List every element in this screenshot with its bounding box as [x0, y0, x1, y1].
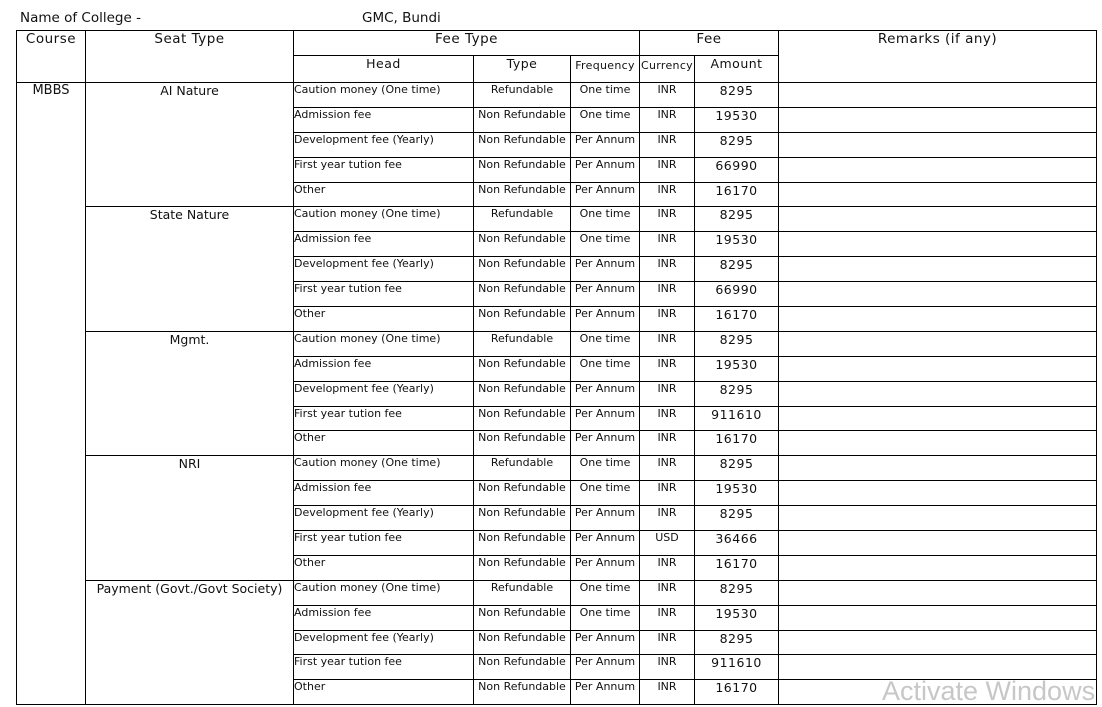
fee-head-cell: Other — [294, 182, 474, 207]
currency-cell: INR — [640, 431, 695, 456]
fee-type-cell: Non Refundable — [474, 630, 571, 655]
remarks-cell — [779, 630, 1097, 655]
remarks-cell — [779, 456, 1097, 481]
fee-type-cell: Refundable — [474, 580, 571, 605]
frequency-cell: Per Annum — [571, 381, 640, 406]
fee-type-cell: Refundable — [474, 456, 571, 481]
college-header — [20, 10, 441, 28]
currency-cell: INR — [640, 356, 695, 381]
currency-cell: INR — [640, 655, 695, 680]
amount-cell: 19530 — [695, 356, 779, 381]
seat-type-cell: AI Nature — [86, 83, 294, 207]
fee-table-body — [17, 83, 1097, 705]
frequency-cell: One time — [571, 456, 640, 481]
remarks-cell — [779, 182, 1097, 207]
amount-cell: 8295 — [695, 207, 779, 232]
amount-cell: 16170 — [695, 182, 779, 207]
remarks-cell — [779, 307, 1097, 332]
frequency-cell: Per Annum — [571, 531, 640, 556]
fee-type-cell: Non Refundable — [474, 481, 571, 506]
column-header-seat-type: Seat Type — [86, 31, 294, 83]
amount-cell: 19530 — [695, 605, 779, 630]
fee-head-cell: Development fee (Yearly) — [294, 506, 474, 531]
amount-cell: 16170 — [695, 431, 779, 456]
fee-head-cell: First year tution fee — [294, 531, 474, 556]
column-header-currency: Currency — [640, 56, 695, 83]
college-label: Name of College - — [20, 10, 141, 26]
table-row — [17, 83, 1097, 108]
table-row — [17, 580, 1097, 605]
currency-cell: INR — [640, 630, 695, 655]
frequency-cell: One time — [571, 107, 640, 132]
fee-head-cell: First year tution fee — [294, 157, 474, 182]
currency-cell: INR — [640, 456, 695, 481]
amount-cell: 911610 — [695, 406, 779, 431]
fee-type-cell: Non Refundable — [474, 107, 571, 132]
amount-cell: 8295 — [695, 381, 779, 406]
frequency-cell: Per Annum — [571, 680, 640, 705]
fee-type-cell: Non Refundable — [474, 182, 571, 207]
frequency-cell: Per Annum — [571, 182, 640, 207]
amount-cell: 8295 — [695, 506, 779, 531]
remarks-cell — [779, 356, 1097, 381]
fee-type-cell: Non Refundable — [474, 605, 571, 630]
fee-head-cell: Admission fee — [294, 107, 474, 132]
remarks-cell — [779, 207, 1097, 232]
frequency-cell: Per Annum — [571, 406, 640, 431]
fee-type-cell: Non Refundable — [474, 531, 571, 556]
amount-cell: 19530 — [695, 232, 779, 257]
fee-head-cell: Caution money (One time) — [294, 456, 474, 481]
fee-type-cell: Non Refundable — [474, 431, 571, 456]
fee-type-cell: Refundable — [474, 207, 571, 232]
column-header-type: Type — [474, 56, 571, 83]
frequency-cell: Per Annum — [571, 282, 640, 307]
amount-cell: 8295 — [695, 132, 779, 157]
remarks-cell — [779, 132, 1097, 157]
currency-cell: INR — [640, 83, 695, 108]
column-header-frequency: Frequency — [571, 56, 640, 83]
currency-cell: INR — [640, 282, 695, 307]
remarks-cell — [779, 381, 1097, 406]
amount-cell: 16170 — [695, 307, 779, 332]
frequency-cell: Per Annum — [571, 630, 640, 655]
activation-watermark: Activate Windows — [882, 676, 1096, 706]
currency-cell: INR — [640, 331, 695, 356]
amount-cell: 66990 — [695, 157, 779, 182]
amount-cell: 911610 — [695, 655, 779, 680]
currency-cell: INR — [640, 257, 695, 282]
amount-cell: 16170 — [695, 680, 779, 705]
fee-head-cell: Admission fee — [294, 356, 474, 381]
remarks-cell — [779, 107, 1097, 132]
remarks-cell — [779, 406, 1097, 431]
table-row — [17, 456, 1097, 481]
fee-type-cell: Non Refundable — [474, 282, 571, 307]
frequency-cell: One time — [571, 207, 640, 232]
fee-type-cell: Non Refundable — [474, 555, 571, 580]
frequency-cell: One time — [571, 356, 640, 381]
fee-type-cell: Non Refundable — [474, 232, 571, 257]
frequency-cell: One time — [571, 580, 640, 605]
frequency-cell: Per Annum — [571, 132, 640, 157]
amount-cell: 19530 — [695, 107, 779, 132]
currency-cell: INR — [640, 680, 695, 705]
fee-head-cell: Admission fee — [294, 232, 474, 257]
frequency-cell: One time — [571, 232, 640, 257]
frequency-cell: Per Annum — [571, 257, 640, 282]
amount-cell: 8295 — [695, 257, 779, 282]
amount-cell: 8295 — [695, 331, 779, 356]
column-header-fee: Fee — [640, 31, 779, 56]
frequency-cell: Per Annum — [571, 431, 640, 456]
remarks-cell — [779, 157, 1097, 182]
fee-head-cell: Caution money (One time) — [294, 83, 474, 108]
amount-cell: 19530 — [695, 481, 779, 506]
fee-type-cell: Non Refundable — [474, 655, 571, 680]
frequency-cell: One time — [571, 481, 640, 506]
remarks-cell — [779, 531, 1097, 556]
remarks-cell — [779, 257, 1097, 282]
amount-cell: 36466 — [695, 531, 779, 556]
college-name: GMC, Bundi — [362, 10, 441, 26]
fee-head-cell: Other — [294, 431, 474, 456]
currency-cell: INR — [640, 580, 695, 605]
column-header-course: Course — [17, 31, 86, 83]
table-row — [17, 331, 1097, 356]
fee-head-cell: Caution money (One time) — [294, 207, 474, 232]
remarks-cell — [779, 605, 1097, 630]
frequency-cell: Per Annum — [571, 307, 640, 332]
fee-table — [16, 30, 1097, 705]
amount-cell: 16170 — [695, 555, 779, 580]
currency-cell: USD — [640, 531, 695, 556]
fee-head-cell: First year tution fee — [294, 406, 474, 431]
frequency-cell: Per Annum — [571, 506, 640, 531]
remarks-cell — [779, 282, 1097, 307]
fee-type-cell: Non Refundable — [474, 356, 571, 381]
fee-head-cell: Development fee (Yearly) — [294, 132, 474, 157]
amount-cell: 8295 — [695, 630, 779, 655]
column-header-head: Head — [294, 56, 474, 83]
currency-cell: INR — [640, 555, 695, 580]
fee-head-cell: Development fee (Yearly) — [294, 630, 474, 655]
remarks-cell — [779, 232, 1097, 257]
currency-cell: INR — [640, 381, 695, 406]
fee-type-cell: Non Refundable — [474, 381, 571, 406]
remarks-cell — [779, 331, 1097, 356]
frequency-cell: One time — [571, 83, 640, 108]
frequency-cell: Per Annum — [571, 157, 640, 182]
fee-head-cell: Development fee (Yearly) — [294, 381, 474, 406]
fee-head-cell: Other — [294, 555, 474, 580]
table-header-row — [17, 31, 1097, 56]
fee-type-cell: Non Refundable — [474, 307, 571, 332]
frequency-cell: One time — [571, 605, 640, 630]
fee-head-cell: Other — [294, 307, 474, 332]
remarks-cell — [779, 481, 1097, 506]
fee-type-cell: Non Refundable — [474, 506, 571, 531]
fee-head-cell: Caution money (One time) — [294, 580, 474, 605]
frequency-cell: Per Annum — [571, 655, 640, 680]
remarks-cell — [779, 506, 1097, 531]
fee-type-cell: Refundable — [474, 331, 571, 356]
fee-type-cell: Non Refundable — [474, 406, 571, 431]
amount-cell: 8295 — [695, 580, 779, 605]
column-header-fee-type: Fee Type — [294, 31, 640, 56]
seat-type-cell: NRI — [86, 456, 294, 580]
currency-cell: INR — [640, 182, 695, 207]
currency-cell: INR — [640, 406, 695, 431]
fee-head-cell: Caution money (One time) — [294, 331, 474, 356]
currency-cell: INR — [640, 107, 695, 132]
seat-type-cell: State Nature — [86, 207, 294, 331]
currency-cell: INR — [640, 132, 695, 157]
fee-head-cell: Development fee (Yearly) — [294, 257, 474, 282]
course-cell: MBBS — [17, 83, 86, 705]
seat-type-cell: Payment (Govt./Govt Society) — [86, 580, 294, 704]
column-header-amount: Amount — [695, 56, 779, 83]
table-row — [17, 207, 1097, 232]
fee-head-cell: Other — [294, 680, 474, 705]
currency-cell: INR — [640, 207, 695, 232]
fee-head-cell: Admission fee — [294, 605, 474, 630]
frequency-cell: Per Annum — [571, 555, 640, 580]
amount-cell: 8295 — [695, 83, 779, 108]
column-header-remarks: Remarks (if any) — [779, 31, 1097, 83]
remarks-cell — [779, 555, 1097, 580]
remarks-cell — [779, 431, 1097, 456]
remarks-cell — [779, 83, 1097, 108]
currency-cell: INR — [640, 232, 695, 257]
fee-type-cell: Refundable — [474, 83, 571, 108]
currency-cell: INR — [640, 307, 695, 332]
amount-cell: 8295 — [695, 456, 779, 481]
remarks-cell — [779, 580, 1097, 605]
currency-cell: INR — [640, 506, 695, 531]
fee-head-cell: First year tution fee — [294, 282, 474, 307]
fee-head-cell: Admission fee — [294, 481, 474, 506]
amount-cell: 66990 — [695, 282, 779, 307]
fee-head-cell: First year tution fee — [294, 655, 474, 680]
fee-type-cell: Non Refundable — [474, 257, 571, 282]
fee-type-cell: Non Refundable — [474, 680, 571, 705]
fee-type-cell: Non Refundable — [474, 132, 571, 157]
currency-cell: INR — [640, 605, 695, 630]
currency-cell: INR — [640, 157, 695, 182]
seat-type-cell: Mgmt. — [86, 331, 294, 455]
frequency-cell: One time — [571, 331, 640, 356]
fee-type-cell: Non Refundable — [474, 157, 571, 182]
currency-cell: INR — [640, 481, 695, 506]
